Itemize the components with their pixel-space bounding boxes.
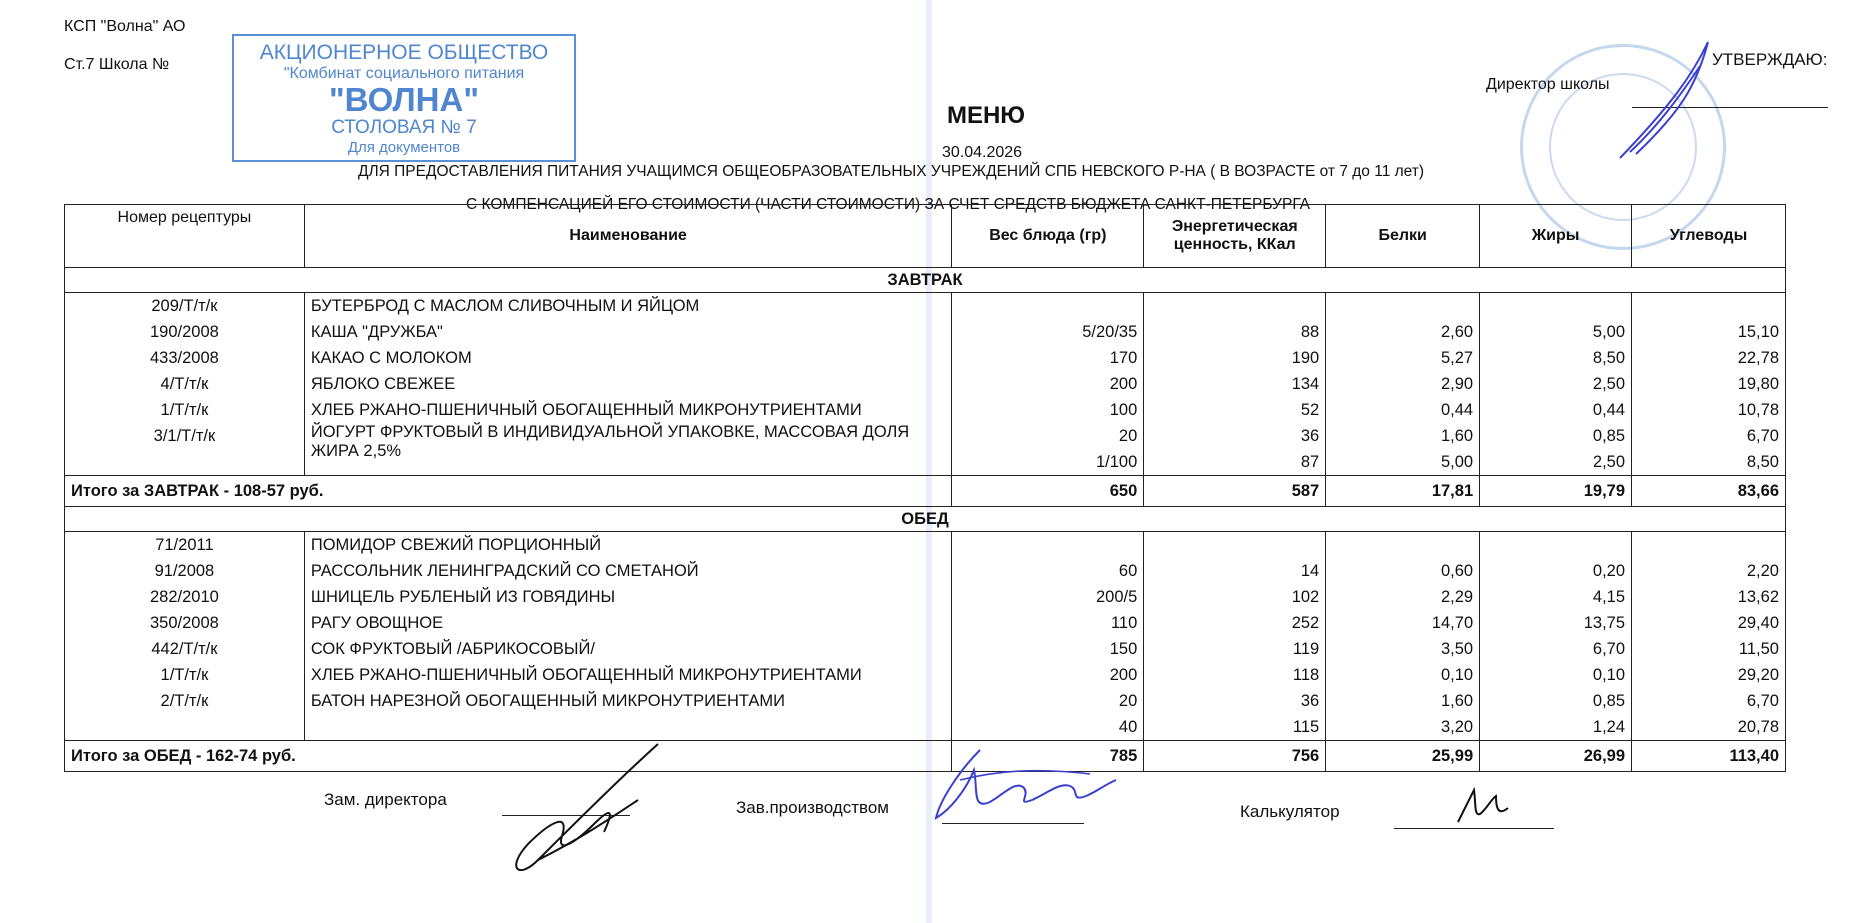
cell-name: КАША "ДРУЖБА" xyxy=(304,319,952,345)
page-title: МЕНЮ xyxy=(946,102,1026,129)
table-row xyxy=(65,319,1786,345)
cell-name: БАТОН НАРЕЗНОЙ ОБОГАЩЕННЫЙ МИКРОНУТРИЕНТАМИ xyxy=(304,688,952,714)
cell-protein: 0,44 xyxy=(1326,397,1480,423)
cell-fat: 0,10 xyxy=(1480,662,1632,688)
cell-protein: 2,60 xyxy=(1326,319,1480,345)
col-header-weight: Вес блюда (гр) xyxy=(952,205,1144,268)
org-name: КСП "Волна" АО xyxy=(64,18,186,35)
col-header-energy: Энергетическая ценность, ККал xyxy=(1144,205,1326,268)
cell-energy xyxy=(1144,532,1326,559)
production-label: Зав.производством xyxy=(736,798,889,817)
table-row xyxy=(65,636,1786,662)
total-weight: 785 xyxy=(952,741,1144,772)
total-fat: 26,99 xyxy=(1480,741,1632,772)
cell-weight: 5/20/35 xyxy=(952,319,1144,345)
table-row xyxy=(65,610,1786,636)
deputy-label: Зам. директора xyxy=(324,790,447,809)
cell-carbs: 11,50 xyxy=(1632,636,1786,662)
cell-carbs: 2,20 xyxy=(1632,558,1786,584)
cell-weight: 20 xyxy=(952,688,1144,714)
cell-energy: 252 xyxy=(1144,610,1326,636)
table-row xyxy=(65,714,1786,741)
cell-energy xyxy=(1144,293,1326,320)
table-row xyxy=(65,397,1786,423)
cell-energy: 190 xyxy=(1144,345,1326,371)
cell-name: СОК ФРУКТОВЫЙ /АБРИКОСОВЫЙ/ xyxy=(304,636,952,662)
cell-carbs xyxy=(1632,532,1786,559)
calculator-signature xyxy=(1454,786,1514,826)
cell-name: КАКАО С МОЛОКОМ xyxy=(304,345,952,371)
table-row xyxy=(65,532,1786,559)
cell-fat xyxy=(1480,532,1632,559)
total-carbs: 113,40 xyxy=(1632,741,1786,772)
cell-energy: 52 xyxy=(1144,397,1326,423)
cell-carbs: 19,80 xyxy=(1632,371,1786,397)
cell-weight: 100 xyxy=(952,397,1144,423)
school-label: Ст.7 Школа № xyxy=(64,56,170,73)
cell-name: РАГУ ОВОЩНОЕ xyxy=(304,610,952,636)
cell-energy: 118 xyxy=(1144,662,1326,688)
col-header-carbs: Углеводы xyxy=(1632,205,1786,268)
table-header xyxy=(65,205,1786,268)
table-row xyxy=(65,293,1786,320)
approve-label: УТВЕРЖДАЮ: xyxy=(1712,50,1828,69)
cell-energy: 14 xyxy=(1144,558,1326,584)
cell-fat: 1,24 xyxy=(1480,714,1632,741)
table-row xyxy=(65,662,1786,688)
total-protein: 25,99 xyxy=(1326,741,1480,772)
cell-num: 442/Т/т/к xyxy=(65,636,305,662)
table-row xyxy=(65,558,1786,584)
total-carbs: 83,66 xyxy=(1632,476,1786,507)
calculator-label: Калькулятор xyxy=(1240,802,1340,821)
cell-protein: 3,20 xyxy=(1326,714,1480,741)
cell-name: ШНИЦЕЛЬ РУБЛЕНЫЙ ИЗ ГОВЯДИНЫ xyxy=(304,584,952,610)
cell-num: 350/2008 xyxy=(65,610,305,636)
cell-fat: 4,15 xyxy=(1480,584,1632,610)
cell-protein: 0,10 xyxy=(1326,662,1480,688)
total-row-breakfast xyxy=(65,476,1786,507)
cell-weight: 40 xyxy=(952,714,1144,741)
table-row xyxy=(65,345,1786,371)
cell-fat: 5,00 xyxy=(1480,319,1632,345)
total-protein: 17,81 xyxy=(1326,476,1480,507)
cell-num: 1/Т/т/к xyxy=(65,662,305,688)
cell-num: 209/Т/т/к xyxy=(65,293,305,320)
cell-num: 190/2008 xyxy=(65,319,305,345)
cell-fat: 2,50 xyxy=(1480,371,1632,397)
cell-protein: 1,60 xyxy=(1326,688,1480,714)
total-energy: 756 xyxy=(1144,741,1326,772)
cell-carbs: 6,70 xyxy=(1632,423,1786,449)
cell-fat xyxy=(1480,293,1632,320)
cell-protein xyxy=(1326,293,1480,320)
cell-fat: 13,75 xyxy=(1480,610,1632,636)
cell-carbs: 13,62 xyxy=(1632,584,1786,610)
cell-num: 91/2008 xyxy=(65,558,305,584)
table-row xyxy=(65,688,1786,714)
cell-protein: 14,70 xyxy=(1326,610,1480,636)
cell-fat: 0,85 xyxy=(1480,423,1632,449)
col-header-num: Номер рецептуры xyxy=(65,205,305,268)
deputy-signature xyxy=(498,740,668,890)
cell-name: ЯБЛОКО СВЕЖЕЕ xyxy=(304,371,952,397)
stamp-line-4: СТОЛОВАЯ № 7 xyxy=(331,117,477,138)
cell-energy: 88 xyxy=(1144,319,1326,345)
cell-weight: 60 xyxy=(952,558,1144,584)
menu-date: 30.04.2026 xyxy=(941,144,1023,161)
cell-fat: 0,85 xyxy=(1480,688,1632,714)
cell-num: 1/Т/т/к xyxy=(65,397,305,423)
cell-protein: 2,29 xyxy=(1326,584,1480,610)
total-label: Итого за ОБЕД - 162-74 руб. xyxy=(65,741,952,772)
cell-weight: 200 xyxy=(952,662,1144,688)
cell-carbs xyxy=(1632,293,1786,320)
cell-weight: 20 xyxy=(952,423,1144,449)
cell-protein: 0,60 xyxy=(1326,558,1480,584)
section-lunch xyxy=(65,507,1786,532)
cell-num xyxy=(65,449,305,476)
cell-carbs: 6,70 xyxy=(1632,688,1786,714)
cell-weight xyxy=(952,532,1144,559)
cell-fat: 6,70 xyxy=(1480,636,1632,662)
section-title: ЗАВТРАК xyxy=(65,268,1786,293)
cell-weight: 200 xyxy=(952,371,1144,397)
table-row xyxy=(65,584,1786,610)
cell-energy: 36 xyxy=(1144,688,1326,714)
cell-energy: 87 xyxy=(1144,449,1326,476)
cell-protein xyxy=(1326,532,1480,559)
cell-protein: 2,90 xyxy=(1326,371,1480,397)
cell-energy: 134 xyxy=(1144,371,1326,397)
cell-weight: 110 xyxy=(952,610,1144,636)
cell-weight: 200/5 xyxy=(952,584,1144,610)
cell-weight: 150 xyxy=(952,636,1144,662)
section-title: ОБЕД xyxy=(65,507,1786,532)
cell-carbs: 8,50 xyxy=(1632,449,1786,476)
cell-name: БУТЕРБРОД С МАСЛОМ СЛИВОЧНЫМ И ЯЙЦОМ xyxy=(304,293,952,320)
total-fat: 19,79 xyxy=(1480,476,1632,507)
total-label: Итого за ЗАВТРАК - 108-57 руб. xyxy=(65,476,952,507)
cell-weight: 170 xyxy=(952,345,1144,371)
cell-carbs: 20,78 xyxy=(1632,714,1786,741)
cell-num: 71/2011 xyxy=(65,532,305,559)
cell-protein: 5,00 xyxy=(1326,449,1480,476)
cell-carbs: 10,78 xyxy=(1632,397,1786,423)
total-weight: 650 xyxy=(952,476,1144,507)
cell-num: 4/Т/т/к xyxy=(65,371,305,397)
col-header-fat: Жиры xyxy=(1480,205,1632,268)
cell-weight: 1/100 xyxy=(952,449,1144,476)
cell-protein: 1,60 xyxy=(1326,423,1480,449)
cell-name: ПОМИДОР СВЕЖИЙ ПОРЦИОННЫЙ xyxy=(304,532,952,559)
production-signature xyxy=(920,740,1120,830)
director-label: Директор школы xyxy=(1486,76,1610,93)
menu-table xyxy=(64,204,1786,772)
subtitle-line-1: ДЛЯ ПРЕДОСТАВЛЕНИЯ ПИТАНИЯ УЧАЩИМСЯ ОБЩЕОБРАЗОВАТЕЛЬНЫХ УЧРЕЖДЕНИЙ СПБ НЕВСКОГО Р-НА ( В ВОЗРАСТЕ от 7 до 11 лет) xyxy=(358,163,1425,180)
stamp-line-2: "Комбинат социального питания xyxy=(283,65,525,82)
cell-num xyxy=(65,714,305,741)
cell-name: ХЛЕБ РЖАНО-ПШЕНИЧНЫЙ ОБОГАЩЕННЫЙ МИКРОНУТРИЕНТАМИ xyxy=(304,397,952,423)
cell-name xyxy=(304,714,952,741)
cell-fat: 0,20 xyxy=(1480,558,1632,584)
cell-energy: 36 xyxy=(1144,423,1326,449)
cell-num: 3/1/Т/т/к xyxy=(65,423,305,449)
cell-energy: 119 xyxy=(1144,636,1326,662)
cell-carbs: 22,78 xyxy=(1632,345,1786,371)
calculator-sign-line xyxy=(1394,828,1554,829)
cell-num: 433/2008 xyxy=(65,345,305,371)
col-header-protein: Белки xyxy=(1326,205,1480,268)
section-breakfast xyxy=(65,268,1786,293)
stamp-line-5: Для документов xyxy=(347,139,461,156)
cell-fat: 0,44 xyxy=(1480,397,1632,423)
cell-name: ЙОГУРТ ФРУКТОВЫЙ В ИНДИВИДУАЛЬНОЙ УПАКОВКЕ, МАССОВАЯ ДОЛЯ ЖИРА 2,5% xyxy=(304,423,952,476)
cell-protein: 3,50 xyxy=(1326,636,1480,662)
cell-carbs: 15,10 xyxy=(1632,319,1786,345)
subtitle-line-2: С КОМПЕНСАЦИЕЙ ЕГО СТОИМОСТИ (ЧАСТИ СТОИМОСТИ) ЗА СЧЕТ СРЕДСТВ БЮДЖЕТА САНКТ-ПЕТЕРБУРГА xyxy=(466,196,1311,213)
company-stamp xyxy=(232,34,576,162)
cell-carbs: 29,20 xyxy=(1632,662,1786,688)
table-row xyxy=(65,423,1786,449)
cell-protein: 5,27 xyxy=(1326,345,1480,371)
cell-carbs: 29,40 xyxy=(1632,610,1786,636)
stamp-line-1: АКЦИОНЕРНОЕ ОБЩЕСТВО xyxy=(259,41,549,64)
cell-num: 2/Т/т/к xyxy=(65,688,305,714)
cell-name: РАССОЛЬНИК ЛЕНИНГРАДСКИЙ СО СМЕТАНОЙ xyxy=(304,558,952,584)
total-energy: 587 xyxy=(1144,476,1326,507)
col-header-name: Наименование xyxy=(304,205,952,268)
cell-name: ХЛЕБ РЖАНО-ПШЕНИЧНЫЙ ОБОГАЩЕННЫЙ МИКРОНУТРИЕНТАМИ xyxy=(304,662,952,688)
stamp-line-3: "ВОЛНА" xyxy=(329,81,479,118)
cell-energy: 115 xyxy=(1144,714,1326,741)
cell-fat: 8,50 xyxy=(1480,345,1632,371)
cell-fat: 2,50 xyxy=(1480,449,1632,476)
cell-weight xyxy=(952,293,1144,320)
cell-energy: 102 xyxy=(1144,584,1326,610)
cell-num: 282/2010 xyxy=(65,584,305,610)
table-row xyxy=(65,371,1786,397)
